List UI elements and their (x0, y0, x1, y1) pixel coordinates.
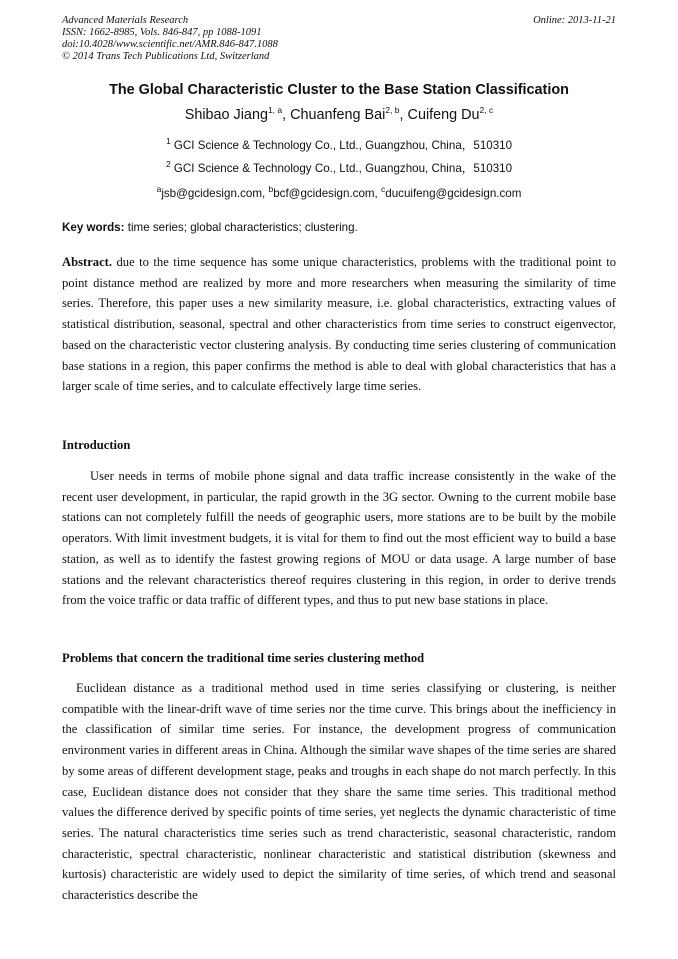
affiliation-2 (0, 160, 678, 176)
journal-header (62, 15, 278, 63)
author-sup: 1, a (267, 105, 283, 116)
paper-title: The Global Characteristic Cluster to the Base Station Classification (109, 82, 569, 98)
email-sup: b (268, 184, 274, 195)
affiliation-text: GCI Science & Technology Co., Ltd., Guangzhou, China，510310 (173, 139, 513, 152)
introduction-heading: Introduction (62, 438, 131, 452)
issn-line: ISSN: 1662-8985, Vols. 846-847, pp 1088-1091 (62, 27, 262, 38)
journal-name: Advanced Materials Research (62, 15, 189, 26)
problems-heading: Problems that concern the traditional time series clustering method (62, 651, 425, 665)
author-list: Shibao Jiang$^{1, a}$, Chuanfeng Bai$^{2, b}$, Cuifeng Du$^{2, c}$ (184, 105, 494, 123)
author-sup: 2, b (385, 105, 400, 116)
email-sup: c (381, 184, 386, 195)
abstract-label: Abstract. (62, 255, 113, 269)
keywords-text: time series; global characteristics; clustering. (127, 221, 358, 234)
author-sup: 2, c (479, 105, 494, 116)
email-address: bcf@gcidesign.com (273, 187, 375, 200)
email-list: $^a$jsb@gcidesign.com, $^b$bcf@gcidesign.com, $^c$ducuifeng@gcidesign.com (156, 184, 522, 200)
affiliation-sup: 2 (165, 159, 171, 170)
abstract-text: due to the time sequence has some unique characteristics, problems with the traditional point to point distance method are realized by more and more researchers when measuring the similarity of time series. Therefore, this paper uses a new similarity measure, i.e. global characteristics, extracting values of statistical distribution, seasonal, spectral and other characteristics from time series to construct eigenvector, based on the characteristic vector clustering analysis. By conducting time series clustering of communication base stations in a region, this paper confirms the method is able to deal with global characteristics that has a larger scale of time series, and to calculate effectively large time series. (62, 255, 616, 394)
author-name: Chuanfeng Bai (290, 107, 386, 123)
problems-paragraph: Euclidean distance as a traditional method used in time series classifying or clustering, is neither compatible with the linear-drift wave of time series nor the time curve. This brings about the inefficiency in the classification of similar time series. For instance, the development progress of communication environment varies in different areas in China. Although the similar wave shapes of the time series are shared by some areas of different development stage, peaks and troughs in each shape do not march perfectly. In this case, Euclidean distance does not consider that they share the same time series. This traditional method values the difference derived by specific points of time series, yet neglects the dynamic characteristic of time series. The natural characteristics time series such as trend characteristic, seasonal characteristic, random characteristic, spectral characteristic, nonlinear characteristic and statistical distribution (skewness and kurtosis) characteristic are widely used to depict the similarity of time series, of which trend and seasonal characteristics describe the (62, 681, 616, 903)
keywords-label: Key words: (62, 221, 125, 234)
doi-line: doi:10.4028/www.scientific.net/AMR.846-847.1088 (62, 39, 278, 50)
email-address: jsb@gcidesign.com (161, 187, 263, 200)
introduction-paragraph: User needs in terms of mobile phone signal and data traffic increase consistently in the wake of the recent user development, in particular, the rapid growth in the 3G sector. Owning to the current mobile base stations can not completely fulfill the needs of geographic users, more stations are to be built by the mobile operators. With limit investment budgets, it is vital for them to find out the most efficient way to build a base station, as well as to identify the fastest growing regions of MOU or data usage. A large number of base stations and the relevant characteristics thereof requires clustering in this region, in order to derive trends from the voice traffic or data traffic of different types, and thus to put new base stations in place. (62, 469, 616, 608)
email-sup: a (156, 184, 162, 195)
copyright-line: © 2014 Trans Tech Publications Ltd, Switzerland (62, 51, 270, 62)
author-name: Cuifeng Du (407, 107, 480, 123)
online-date: Online: 2013-11-21 (533, 15, 616, 26)
affiliation-1 (0, 137, 678, 153)
keywords-line (62, 221, 358, 234)
affiliation-text: GCI Science & Technology Co., Ltd., Guangzhou, China，510310 (173, 162, 513, 175)
author-name: Shibao Jiang (184, 107, 268, 123)
affiliation-sup: 1 (165, 136, 171, 147)
email-address: ducuifeng@gcidesign.com (385, 187, 522, 200)
abstract-paragraph (62, 252, 616, 397)
